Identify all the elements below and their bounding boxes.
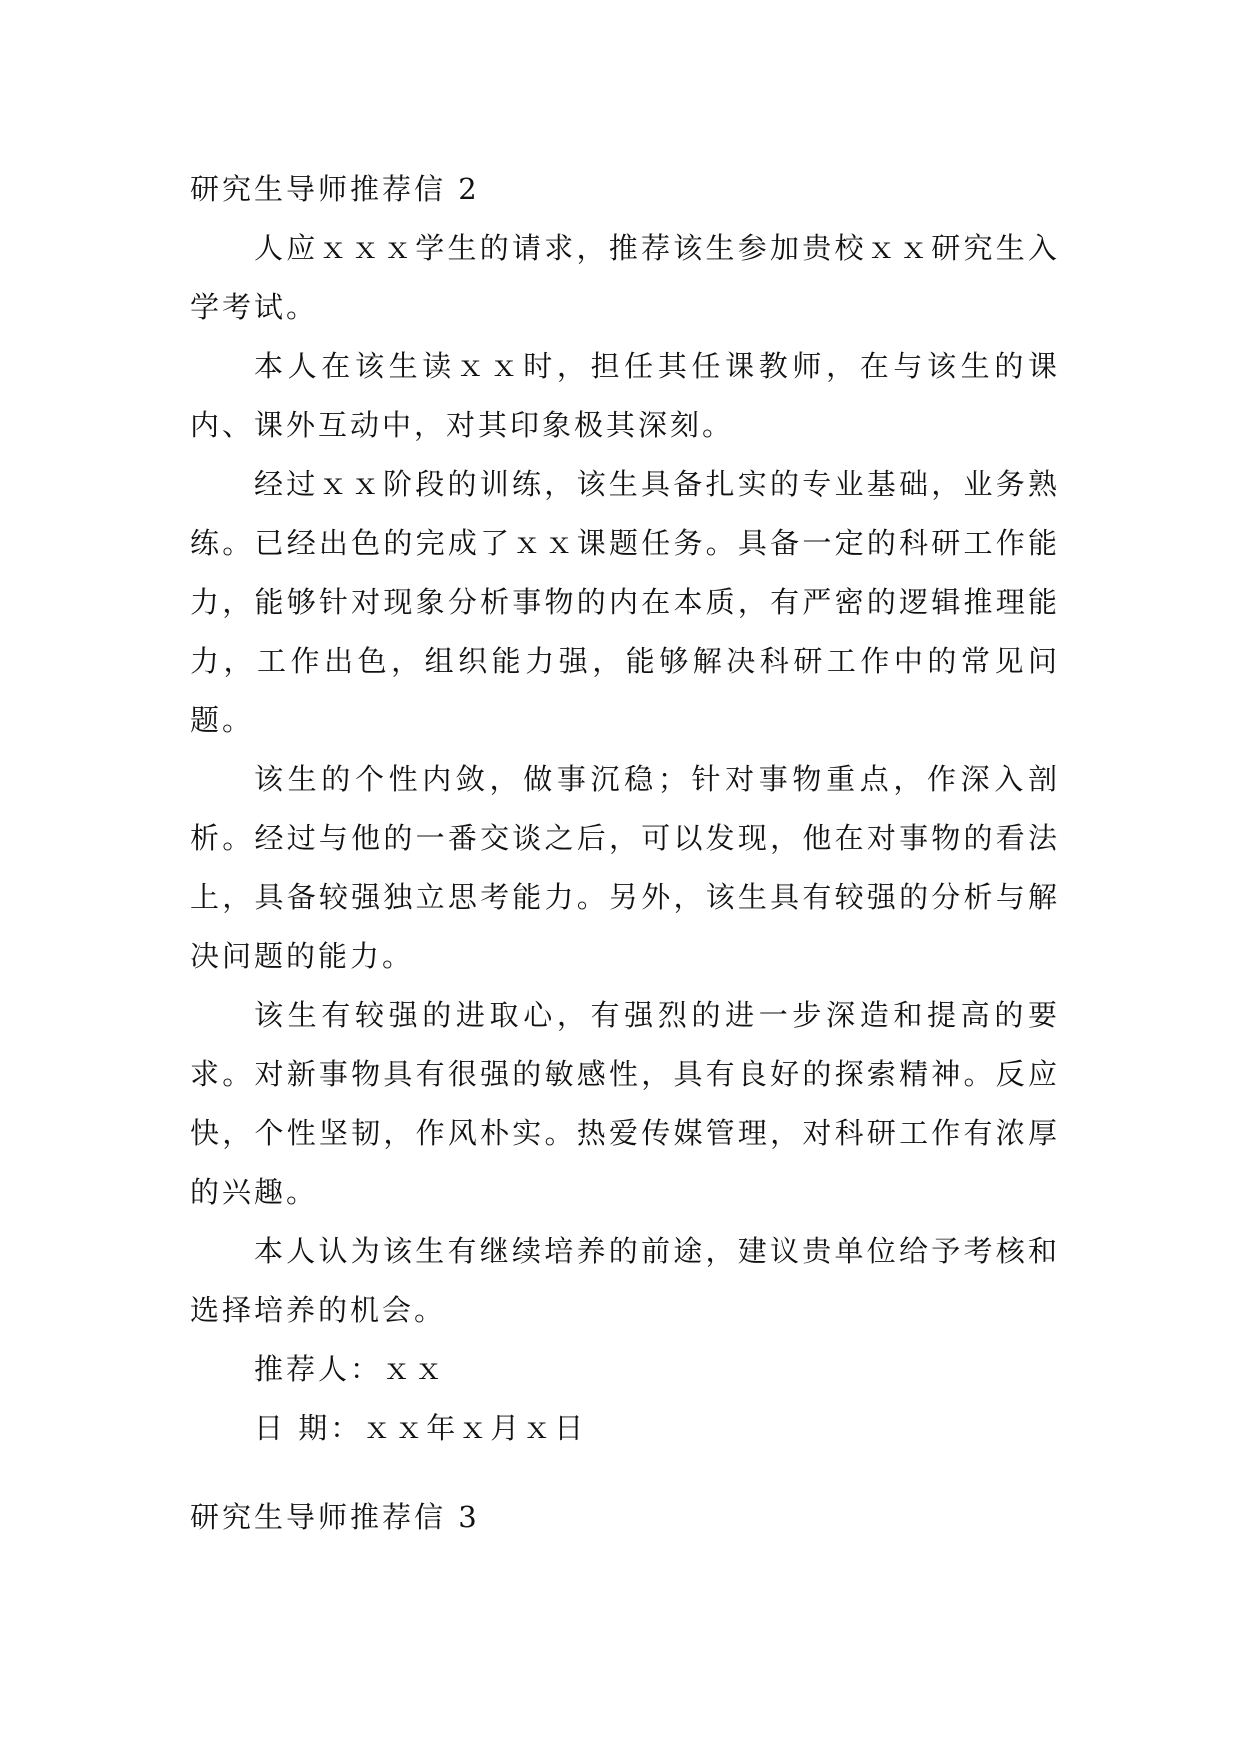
paragraph-relationship: 本人在该生读ｘｘ时，担任其任课教师，在与该生的课内、课外互动中，对其印象极其深刻。 [190, 349, 1060, 442]
next-letter-title: 研究生导师推荐信 3 [190, 1500, 480, 1534]
paragraph-motivation: 该生有较强的进取心，有强烈的进一步深造和提高的要求。对新事物具有很强的敏感性，具有良好的探索精神。反应快，个性坚韧，作风朴实。热爱传媒管理，对科研工作有浓厚的兴趣。 [190, 998, 1060, 1209]
recommender-line: 推荐人：ｘｘ [254, 1352, 447, 1386]
paragraph-conclusion: 本人认为该生有继续培养的前途，建议贵单位给予考核和选择培养的机会。 [190, 1234, 1060, 1327]
paragraph-personality: 该生的个性内敛，做事沉稳；针对事物重点，作深入剖析。经过与他的一番交谈之后，可以发现，他在对事物的看法上，具备较强独立思考能力。另外，该生具有较强的分析与解决问题的能力。 [190, 762, 1060, 973]
date-line: 日 期：ｘｘ年ｘ月ｘ日 [254, 1411, 587, 1445]
letter-body [190, 160, 1060, 1458]
letter-title: 研究生导师推荐信 2 [190, 172, 480, 206]
paragraph-request: 人应ｘｘｘ学生的请求，推荐该生参加贵校ｘｘ研究生入学考试。 [190, 231, 1060, 324]
paragraph-ability: 经过ｘｘ阶段的训练，该生具备扎实的专业基础，业务熟练。已经出色的完成了ｘｘ课题任务。具备一定的科研工作能力，能够针对现象分析事物的内在本质，有严密的逻辑推理能力，工作出色，组织能力强，能够解决科研工作中的常见问题。 [190, 467, 1060, 737]
